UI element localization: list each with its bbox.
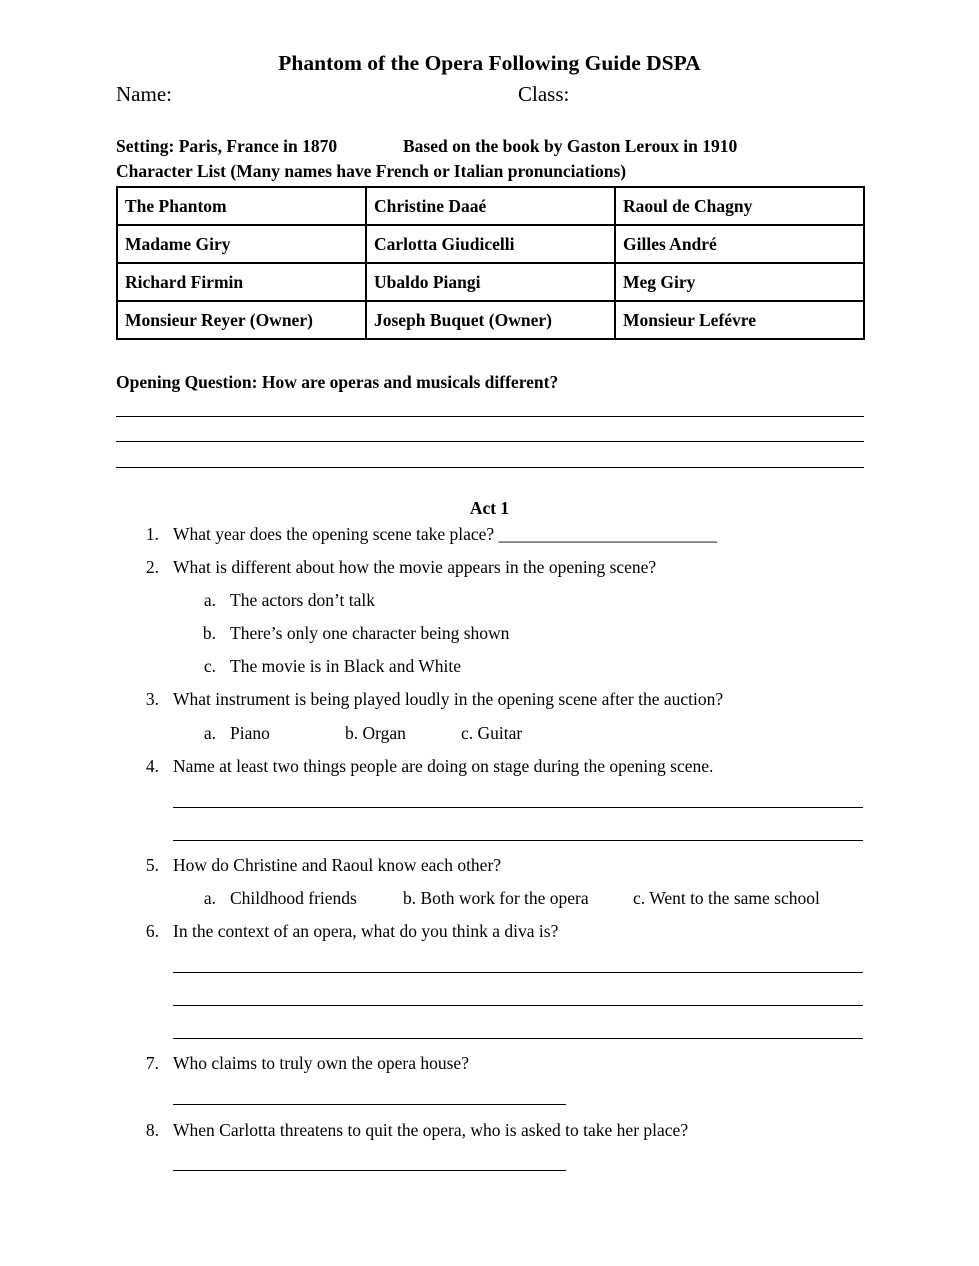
question-number: 3. [145,689,159,709]
answer-line[interactable] [173,1170,566,1171]
question-text: What instrument is being played loudly in the opening scene after the auction? [173,689,724,709]
answer-line[interactable] [173,807,863,808]
option-letter: b. [202,623,216,643]
name-label: Name: [116,82,172,106]
answer-line[interactable] [173,1005,863,1006]
option-text[interactable]: There’s only one character being shown [230,623,510,643]
question-number: 1. [145,524,159,544]
answer-line[interactable] [173,1038,863,1039]
table-row [117,301,864,339]
answer-line[interactable] [116,416,864,417]
act-heading: Act 1 [469,498,510,518]
question-text: What year does the opening scene take place? _________________________ [173,524,718,544]
question-number: 4. [145,756,159,776]
table-row [117,187,864,225]
question-text: When Carlotta threatens to quit the opera, who is asked to take her place? [173,1120,689,1140]
table-cell: Joseph Buquet (Owner) [366,301,615,339]
table-cell: Monsieur Reyer (Owner) [117,301,366,339]
answer-line[interactable] [173,972,863,973]
table-cell: Richard Firmin [117,263,366,301]
table-row [117,225,864,263]
table-cell: Monsieur Lefévre [615,301,864,339]
setting-text: Setting: Paris, France in 1870 [116,136,338,156]
table-cell: Meg Giry [615,263,864,301]
option-letter: a. [203,888,216,908]
question-text: In the context of an opera, what do you think a diva is? [173,921,559,941]
question-number: 2. [145,557,159,577]
table-cell: Carlotta Giudicelli [366,225,615,263]
question-text: Name at least two things people are doing on stage during the opening scene. [173,756,714,776]
answer-line[interactable] [116,467,864,468]
option-text[interactable]: The actors don’t talk [230,590,375,610]
option-text[interactable]: Piano [230,723,270,743]
question-text: How do Christine and Raoul know each other? [173,855,502,875]
character-table [116,186,865,340]
option-text[interactable]: The movie is in Black and White [230,656,462,676]
character-list-heading: Character List (Many names have French or Italian pronunciations) [116,161,627,181]
option-letter: a. [203,723,216,743]
table-cell: Raoul de Chagny [615,187,864,225]
answer-line[interactable] [173,1104,566,1105]
table-cell: The Phantom [117,187,366,225]
option-text[interactable]: Childhood friends [230,888,357,908]
question-number: 8. [145,1120,159,1140]
option-letter: a. [203,590,216,610]
option-text[interactable]: b. Both work for the opera [403,888,589,908]
opening-question: Opening Question: How are operas and musicals different? [116,372,559,392]
table-cell: Gilles André [615,225,864,263]
table-cell: Ubaldo Piangi [366,263,615,301]
option-text[interactable]: b. Organ [345,723,406,743]
option-text[interactable]: c. Guitar [461,723,523,743]
option-letter: c. [203,656,216,676]
class-label: Class: [518,82,570,106]
question-number: 5. [145,855,159,875]
table-row [117,263,864,301]
based-on-text: Based on the book by Gaston Leroux in 1910 [403,136,738,156]
question-number: 6. [145,921,159,941]
table-cell: Christine Daaé [366,187,615,225]
page-title: Phantom of the Opera Following Guide DSPA [278,51,701,75]
table-cell: Madame Giry [117,225,366,263]
answer-line[interactable] [173,840,863,841]
answer-line[interactable] [116,441,864,442]
question-text: Who claims to truly own the opera house? [173,1053,469,1073]
question-text: What is different about how the movie appears in the opening scene? [173,557,657,577]
option-text[interactable]: c. Went to the same school [633,888,820,908]
question-number: 7. [145,1053,159,1073]
